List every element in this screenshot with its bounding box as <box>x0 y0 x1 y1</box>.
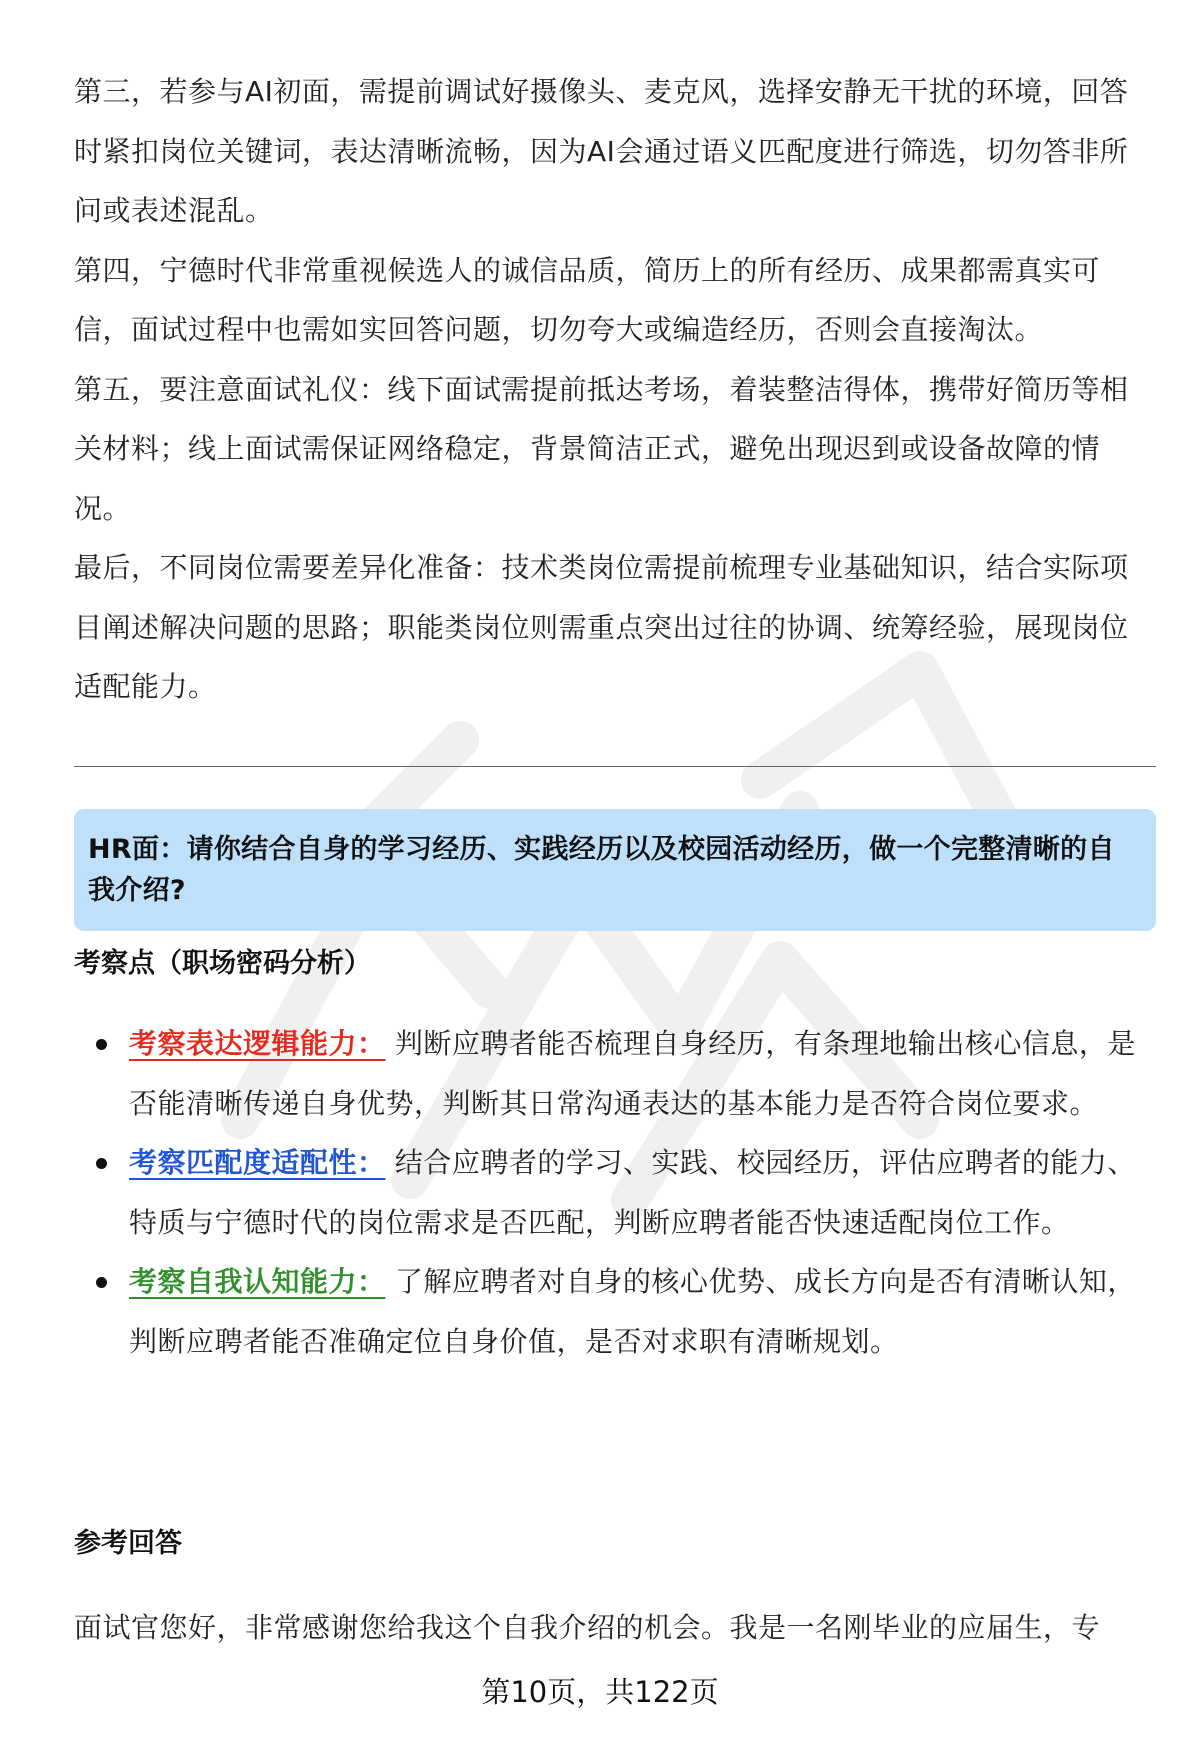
paragraph-last: 最后，不同岗位需要差异化准备：技术类岗位需提前梳理专业基础知识，结合实际项目阐述解决问题的思路；职能类岗位则需重点突出过往的协调、统筹经验，展现岗位适配能力。 <box>74 551 1129 703</box>
question-text: HR面：请你结合自身的学习经历、实践经历以及校园活动经历，做一个完整清晰的自我介绍? <box>88 834 1115 906</box>
paragraph-fifth: 第五，要注意面试礼仪：线下面试需提前抵达考场，着装整洁得体，携带好简历等相关材料；线上面试需保证网络稳定，背景简洁正式，避免出现迟到或设备故障的情况。 <box>74 372 1129 525</box>
point-text: 了解应聘者对自身的核心优势、成长方向是否有清晰认知，判断应聘者能否准确定位自身价值，是否对求职有清晰规划。 <box>129 1265 1136 1358</box>
answer-title: 参考回答 <box>74 1528 182 1559</box>
body-paragraphs <box>74 62 1156 717</box>
list-item <box>74 1133 1156 1252</box>
paragraph-fourth: 第四，宁德时代非常重视候选人的诚信品质，简历上的所有经历、成果都需真实可信，面试过程中也需如实回答问题，切勿夸大或编造经历，否则会直接淘汰。 <box>74 253 1101 346</box>
point-heading: 考察表达逻辑能力： <box>129 1027 386 1060</box>
point-text: 判断应聘者能否梳理自身经历，有条理地输出核心信息，是否能清晰传递自身优势，判断其日常沟通表达的基本能力是否符合岗位要求。 <box>129 1027 1136 1120</box>
bullet-icon <box>96 1158 107 1169</box>
point-heading: 考察匹配度适配性： <box>129 1146 386 1179</box>
list-item <box>74 1252 1156 1371</box>
bullet-icon <box>96 1277 107 1288</box>
bullet-icon <box>96 1039 107 1050</box>
answer-text: 面试官您好，非常感谢您给我这个自我介绍的机会。我是一名刚毕业的应届生，专 <box>74 1611 1101 1644</box>
point-text: 结合应聘者的学习、实践、校园经历，评估应聘者的能力、特质与宁德时代的岗位需求是否匹配，判断应聘者能否快速适配岗位工作。 <box>129 1146 1136 1239</box>
list-item <box>74 1014 1156 1133</box>
analysis-title: 考察点（职场密码分析） <box>74 948 371 979</box>
analysis-points-list <box>74 1014 1156 1371</box>
paragraph-third: 第三，若参与AI初面，需提前调试好摄像头、麦克风，选择安静无干扰的环境，回答时紧扣岗位关键词，表达清晰流畅，因为AI会通过语义匹配度进行筛选，切勿答非所问或表述混乱。 <box>74 75 1129 227</box>
point-heading: 考察自我认知能力： <box>129 1265 386 1298</box>
section-divider <box>74 766 1156 767</box>
question-box <box>74 809 1156 931</box>
page-number: 第10页，共122页 <box>481 1675 719 1709</box>
